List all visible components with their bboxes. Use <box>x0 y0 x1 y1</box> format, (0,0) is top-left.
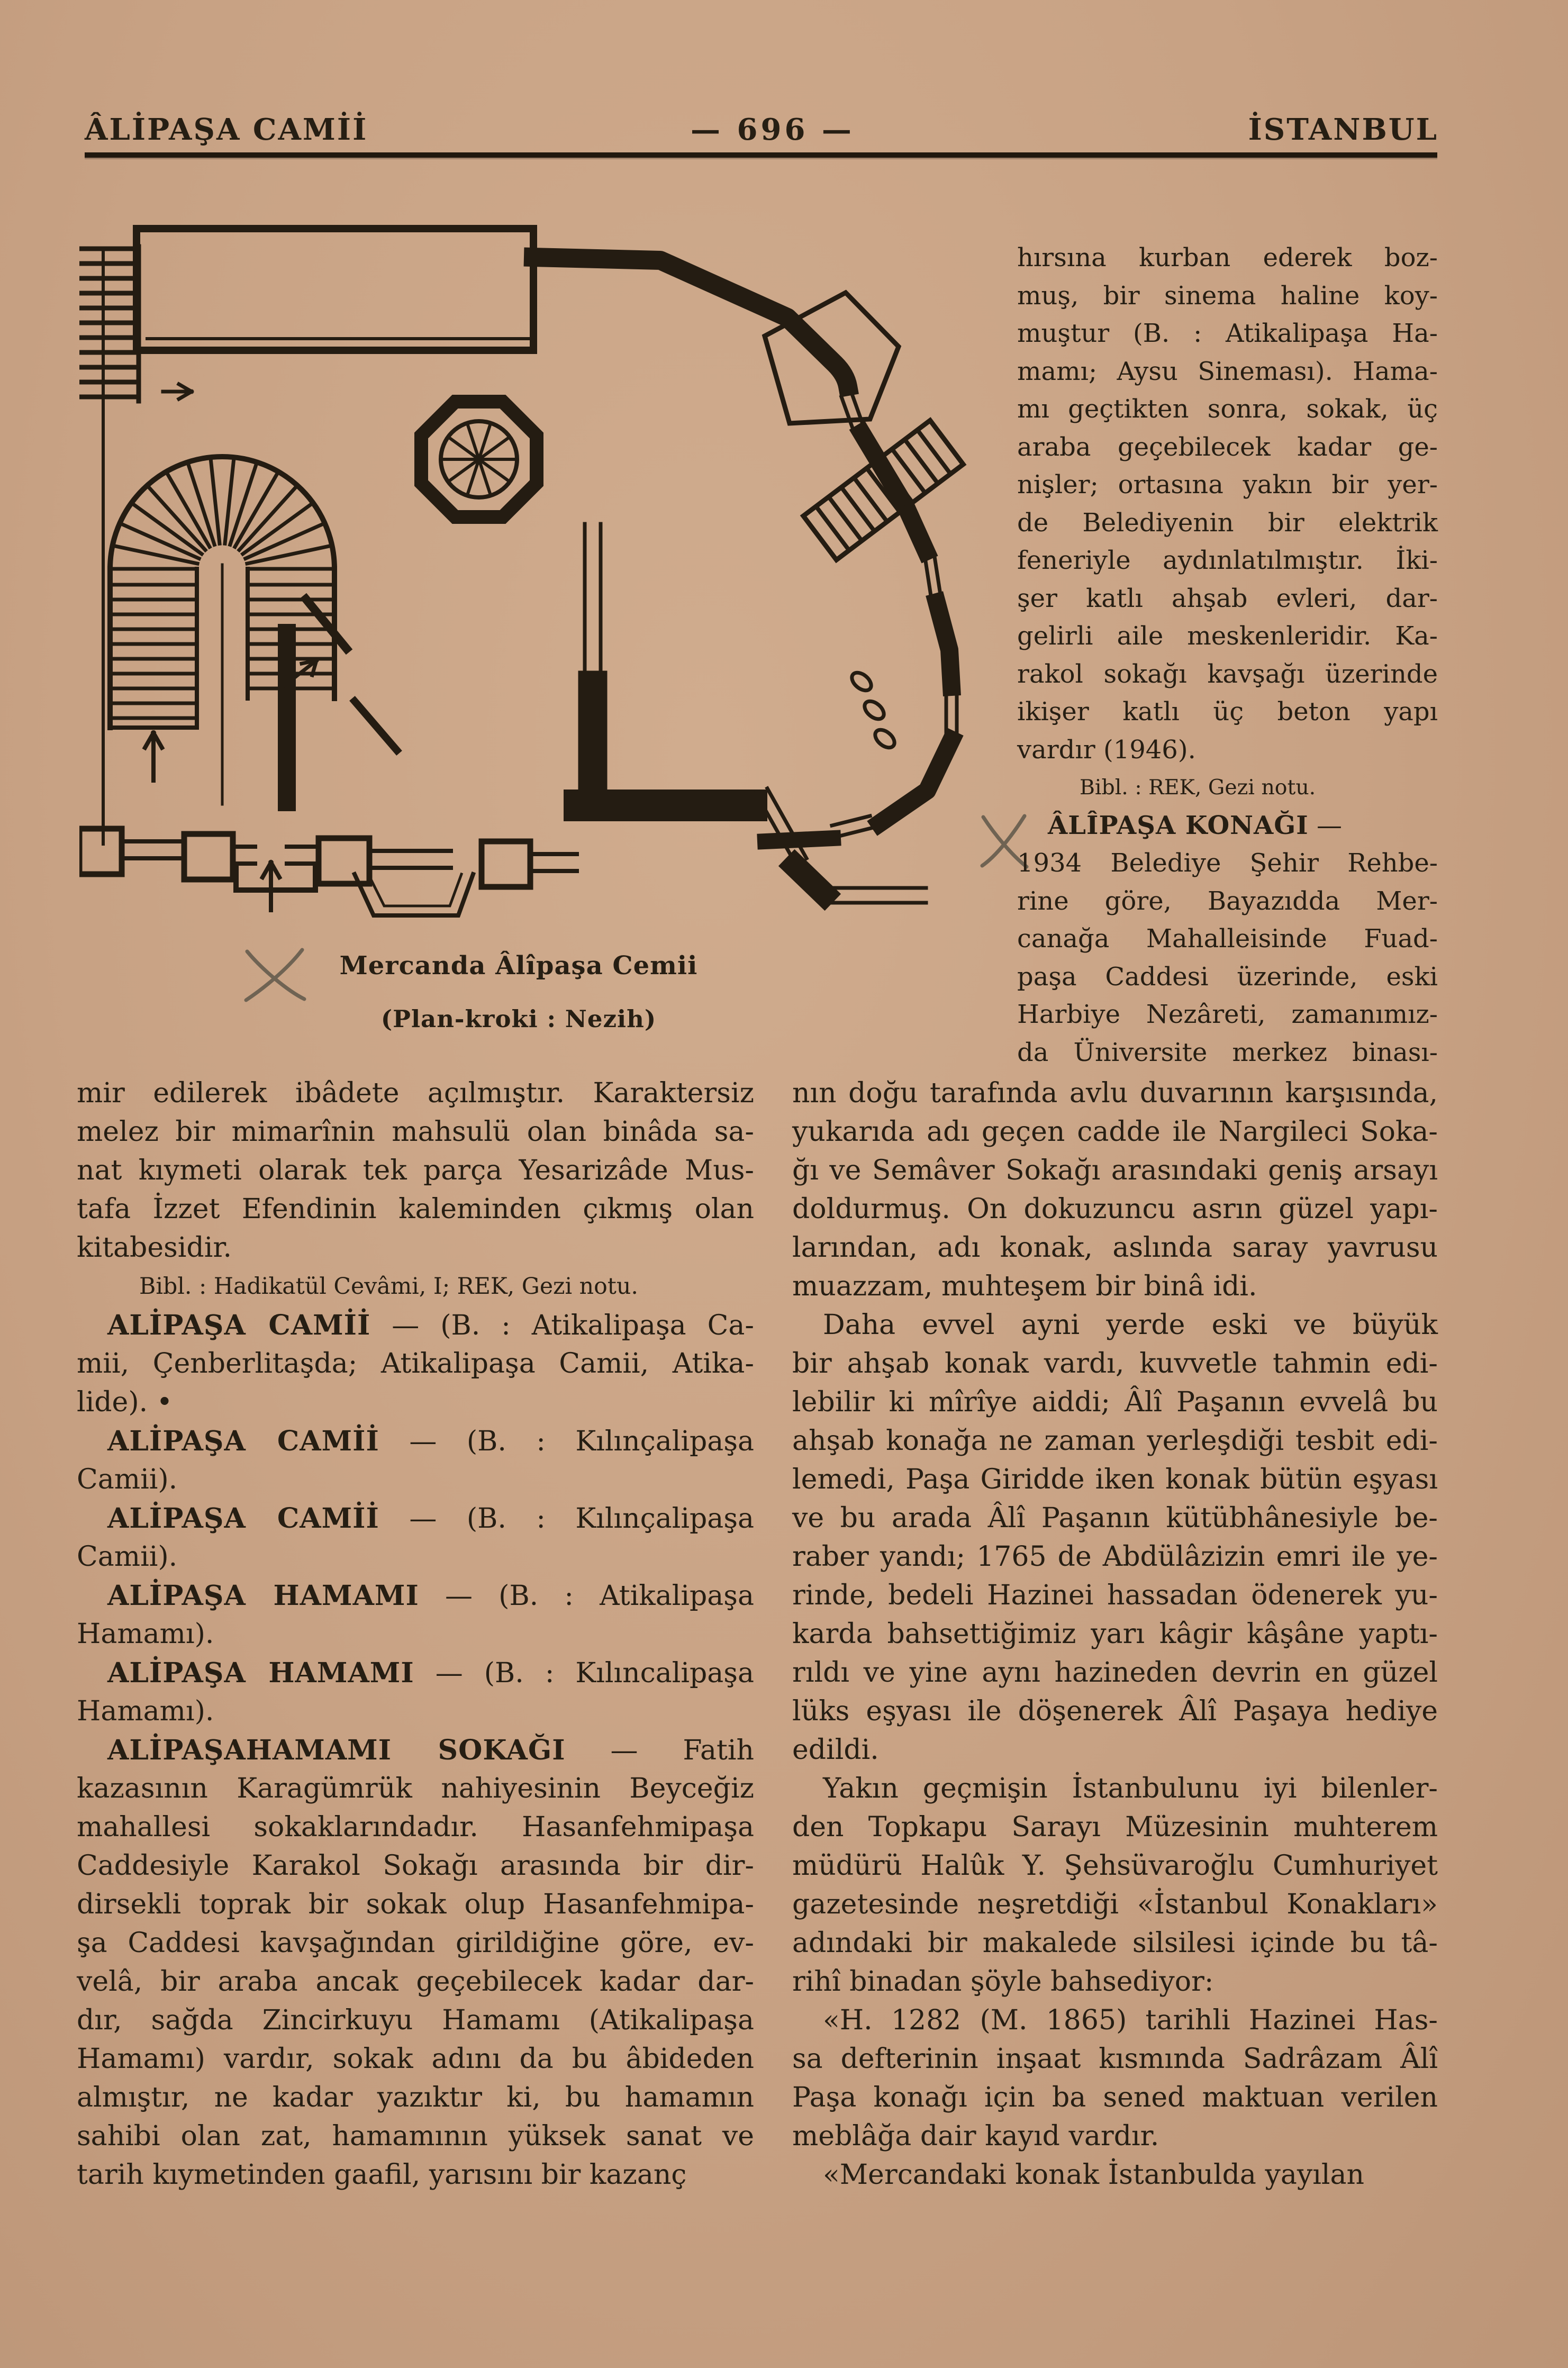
text-line: lüks eşyası ile döşenerek Âlî Paşaya hediye <box>792 1695 1438 1727</box>
text-line: hırsına kurban ederek boz- <box>1017 243 1438 273</box>
text-line: doldurmuş. On dokuzuncu asrın güzel yapı- <box>792 1193 1438 1225</box>
text-line: Bibl. : Hadikatül Cevâmi, I; REK, Gezi notu. <box>139 1273 638 1300</box>
figure-caption-title: Mercanda Âlîpaşa Cemii <box>339 951 698 981</box>
text-line: feneriyle aydınlatılmıştır. İki- <box>1017 546 1438 575</box>
text-line: vardır (1946). <box>1017 734 1196 765</box>
text-line: kitabesidir. <box>77 1232 232 1264</box>
text-line: nat kıymeti olarak tek parça Yesarizâde Mus- <box>77 1155 754 1186</box>
text-line: tafa İzzet Efendinin kaleminden çıkmış olan <box>77 1193 754 1225</box>
page-number: — 696 — <box>691 112 855 147</box>
text-line: lemedi, Paşa Giridde iken konak bütün eşyası <box>792 1464 1438 1495</box>
up-arrow-icon <box>145 733 162 781</box>
gallery-rectangle <box>137 229 533 350</box>
text-line: rakol sokağı kavşağı üzerinde <box>1017 659 1438 689</box>
text-line: muştur (B. : Atikalipaşa Ha- <box>1017 319 1438 348</box>
text-line: lebilir ki mîrîye aiddi; Âlî Paşanın evvelâ bu <box>792 1386 1438 1418</box>
door-leaf-stroke <box>355 701 397 750</box>
text-line: Camii). <box>77 1464 178 1495</box>
text-line: ve bu arada Âlî Paşanın kütübhânesiyle be- <box>792 1502 1438 1534</box>
text-line: den Topkapu Sarayı Müzesinin muhterem <box>792 1811 1438 1843</box>
right-text-column-narrow <box>1017 239 1438 1072</box>
text-line: Paşa konağı için ba sened maktuan verilen <box>792 2082 1438 2113</box>
left-text-column <box>77 1074 754 2194</box>
text-line: Bibl. : REK, Gezi notu. <box>1080 775 1316 800</box>
right-text-column-wide <box>792 1074 1438 2194</box>
text-line: şa Caddesi kavşağından girildiğine göre, ev- <box>77 1927 754 1959</box>
text-line: nın doğu tarafında avlu duvarının karşısında, <box>792 1077 1438 1109</box>
floor-plan-drawing <box>79 206 1011 921</box>
text-line: velâ, bir araba ancak geçebilecek kadar dar- <box>77 1966 754 1998</box>
spiral-staircase <box>110 457 334 804</box>
text-line: ALİPAŞA HAMAMI — (B. : Kılıncalipaşa <box>107 1657 754 1689</box>
text-line: lide). • <box>77 1386 173 1418</box>
text-line: Hamamı) vardır, sokak adını da bu âbideden <box>77 2043 754 2075</box>
text-line: «H. 1282 (M. 1865) tarihli Hazinei Has- <box>823 2004 1438 2036</box>
text-line: araba geçebilecek kadar ge- <box>1017 432 1438 462</box>
t-junction-wall <box>579 524 926 903</box>
entrance-arrow-icon <box>262 863 279 910</box>
text-line: edildi. <box>792 1734 879 1766</box>
text-line: sahibi olan zat, hamamının yüksek sanat ve <box>77 2120 754 2152</box>
door-leaf-stroke <box>306 599 347 649</box>
text-line: Caddesiyle Karakol Sokağı arasında bir dir- <box>77 1850 754 1882</box>
mihrab-apse <box>355 874 473 915</box>
text-line: da Üniversite merkez binası- <box>1017 1037 1438 1067</box>
text-line: ALİPAŞA CAMİİ — (B. : Kılınçalipaşa <box>107 1425 755 1457</box>
text-line: muş, bir sinema haline koy- <box>1017 280 1438 311</box>
text-line: rıldı ve yine aynı hazineden devrin en güzel <box>792 1657 1438 1689</box>
text-line: canağa Mahalleisinde Fuad- <box>1017 924 1438 954</box>
text-line: meblâğa dair kayıd vardır. <box>792 2120 1159 2152</box>
text-line: «Mercandaki konak İstanbulda yayılan <box>823 2159 1364 2191</box>
text-line: nişler; ortasına yakın bir yer- <box>1017 470 1438 500</box>
text-line: 1934 Belediye Şehir Rehbe- <box>1017 848 1438 878</box>
entrance-piers <box>79 829 577 910</box>
text-line: mamı; Aysu Sineması). Hama- <box>1017 356 1438 386</box>
text-line: ALİPAŞA CAMİİ — (B. : Atikalipaşa Ca- <box>107 1309 754 1341</box>
text-line: raber yandı; 1765 de Abdülâzizin emri ile ye- <box>792 1541 1438 1573</box>
text-line: gazetesinde neşretdiği «İstanbul Konakları» <box>792 1889 1438 1920</box>
text-line: de Belediyenin bir elektrik <box>1017 507 1438 538</box>
text-line: rinde, bedeli Hazinei hassadan ödenerek yu- <box>792 1580 1438 1611</box>
text-line: ahşab konağa ne zaman yerleşdiği tesbit edi- <box>792 1425 1438 1457</box>
text-line: ALİPAŞA CAMİİ — (B. : Kılınçalipaşa <box>107 1502 755 1535</box>
text-line: adındaki bir makalede silsilesi içinde bu tâ- <box>792 1927 1438 1959</box>
text-line: larından, adı konak, aslında saray yavrusu <box>792 1232 1438 1264</box>
text-line: mii, Çenberlitaşda; Atikalipaşa Camii, Atika- <box>77 1348 754 1380</box>
text-line: Daha evvel ayni yerde eski ve büyük <box>823 1309 1438 1341</box>
pencil-x-mark-icon <box>241 947 310 1003</box>
entry-arrow-icon <box>163 384 192 399</box>
chain-detail <box>849 669 898 751</box>
text-line: mir edilerek ibâdete açılmıştır. Karaktersiz <box>77 1077 754 1109</box>
text-line: kazasının Karagümrük nahiyesinin Beyceğiz <box>77 1773 754 1804</box>
running-head-right: İSTANBUL <box>1248 112 1438 147</box>
text-line: müdürü Halûk Y. Şehsüvaroğlu Cumhuriyet <box>792 1850 1438 1882</box>
text-line: ÂLÎPAŞA KONAĞI — <box>1048 810 1342 840</box>
text-line: Yakın geçmişin İstanbulunu iyi bilenler- <box>823 1773 1438 1804</box>
stair-hatch <box>79 247 139 401</box>
text-line: şer katlı ahşab evleri, dar- <box>1017 583 1438 613</box>
text-line: almıştır, ne kadar yazıktır ki, bu hamamın <box>77 2082 754 2113</box>
figure-caption-credit: (Plan-kroki : Nezih) <box>380 1005 657 1033</box>
text-line: rine göre, Bayazıdda Mer- <box>1017 886 1438 916</box>
text-line: dirsekli toprak bir sokak olup Hasanfehmipa- <box>77 1889 754 1920</box>
header-rule <box>85 152 1437 158</box>
text-line: rihî binadan şöyle bahsediyor: <box>792 1966 1214 1998</box>
text-line: karda bahsettiğimiz yarı kâgir kâşâne yaptı- <box>792 1618 1438 1650</box>
text-line: Camii). <box>77 1541 178 1573</box>
ladder-stair <box>803 420 963 560</box>
text-line: melez bir mimarînin mahsulü olan binâda sa- <box>77 1116 754 1148</box>
text-line: bir ahşab konak vardı, kuvvetle tahmin edi- <box>792 1348 1438 1380</box>
sadirvan-spoke-wheel <box>421 402 537 517</box>
text-line: muazzam, muhteşem bir binâ idi. <box>792 1271 1257 1302</box>
text-line: Hamamı). <box>77 1695 214 1727</box>
text-line: sa defterinin inşaat kısmında Sadrâzam Âlî <box>792 2043 1438 2075</box>
text-line: yukarıda adı geçen cadde ile Nargileci Soka- <box>792 1116 1438 1148</box>
text-line: ALİPAŞA HAMAMI — (B. : Atikalipaşa <box>107 1580 754 1612</box>
text-line: mı geçtikten sonra, sokak, üç <box>1017 394 1438 424</box>
text-line: paşa Caddesi üzerinde, eski <box>1017 961 1438 992</box>
text-line: Harbiye Nezâreti, zamanımız- <box>1017 1000 1438 1029</box>
text-line: ğı ve Semâver Sokağı arasındaki geniş arsayı <box>792 1155 1438 1186</box>
text-line: gelirli aile meskenleridir. Ka- <box>1017 621 1438 651</box>
text-line: ikişer katlı üç beton yapı <box>1017 697 1438 727</box>
text-line: dır, sağda Zincirkuyu Hamamı (Atikalipaşa <box>77 2004 754 2036</box>
text-line: ALİPAŞAHAMAMI SOKAĞI — Fatih <box>107 1734 754 1766</box>
text-line: tarih kıymetinden gaafil, yarısını bir kazanç <box>77 2159 687 2191</box>
text-line: Hamamı). <box>77 1618 214 1650</box>
running-head-left: ÂLİPAŞA CAMİİ <box>85 112 368 147</box>
text-line: mahallesi sokaklarındadır. Hasanfehmipaşa <box>77 1811 754 1843</box>
